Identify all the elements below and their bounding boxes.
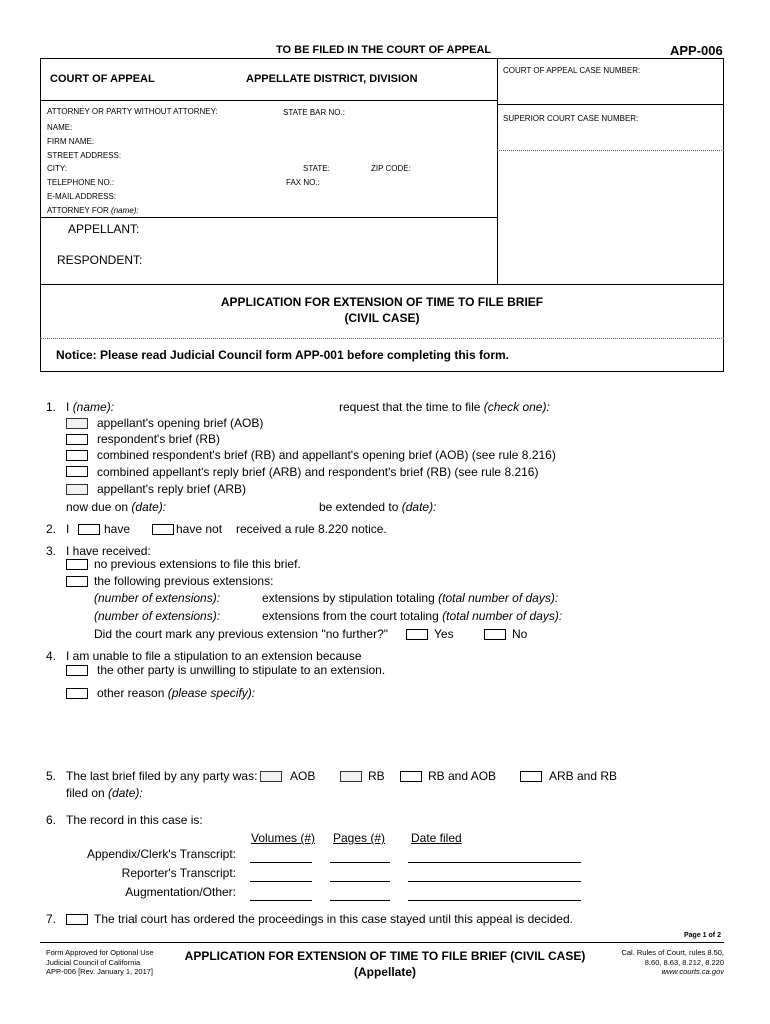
last-rb-label: RB: [368, 769, 385, 783]
last-aob-label: AOB: [290, 769, 316, 783]
checkbox-have[interactable]: [78, 524, 100, 535]
have-label: have: [104, 522, 131, 536]
no-label: No: [512, 627, 528, 641]
notice: Notice: Please read Judicial Council form APP-001 before completing this form.: [56, 348, 509, 362]
checkbox-yes[interactable]: [406, 629, 428, 640]
checkbox-last-arb-rb[interactable]: [520, 771, 542, 782]
stayed-label: The trial court has ordered the proceedings in this case stayed until this appeal is decided.: [94, 912, 573, 926]
appellant-label: APPELLANT:: [68, 222, 140, 236]
received-notice: received a rule 8.220 notice.: [236, 522, 387, 536]
date-blank-1[interactable]: [408, 862, 581, 863]
col-volumes: Volumes (#): [251, 831, 316, 845]
checkbox-unwilling[interactable]: [66, 665, 88, 676]
pages-blank-3[interactable]: [330, 900, 390, 901]
unwilling-label: the other party is unwilling to stipulate to an extension.: [97, 663, 386, 677]
item-1-request: request that the time to file (check one):: [339, 400, 550, 414]
name-label: NAME:: [47, 123, 73, 132]
option-arb: appellant's reply brief (ARB): [97, 482, 247, 496]
checkbox-have-not[interactable]: [152, 524, 174, 535]
item-3-number: 3.: [46, 544, 57, 558]
firm-label: FIRM NAME:: [47, 137, 95, 146]
page-number: Page 1 of 2: [684, 932, 721, 939]
yes-label: Yes: [434, 627, 454, 641]
rules-block: Cal. Rules of Court, rules 8.50, 8.60, 8.63, 8.212, 8.220 www.courts.ca.gov: [621, 948, 724, 976]
case-number-label: COURT OF APPEAL CASE NUMBER:: [503, 66, 641, 75]
checkbox-rb-aob[interactable]: [66, 450, 88, 461]
checkbox-no-previous[interactable]: [66, 559, 88, 570]
vol-blank-1[interactable]: [250, 862, 312, 863]
checkbox-no[interactable]: [484, 629, 506, 640]
approval-block: Form Approved for Optional Use Judicial Council of California APP-006 [Rev. January 1, 2017]: [46, 948, 154, 976]
extended-label: be extended to (date):: [319, 500, 437, 514]
email-label: E-MAIL ADDRESS:: [47, 192, 117, 201]
fax-label: FAX NO.:: [286, 178, 320, 187]
city-label: CITY:: [47, 164, 68, 173]
last-rb-aob-label: RB and AOB: [428, 769, 497, 783]
have-received: I have received:: [66, 544, 151, 558]
no-previous-label: no previous extensions to file this brief.: [94, 557, 301, 571]
superior-case-label: SUPERIOR COURT CASE NUMBER:: [503, 114, 639, 123]
option-rb: respondent's brief (RB): [97, 432, 221, 446]
attorney-for-label: ATTORNEY FOR (name):: [47, 206, 139, 215]
court-label: COURT OF APPEAL: [50, 73, 155, 85]
item-4-number: 4.: [46, 649, 57, 663]
option-aob: appellant's opening brief (AOB): [97, 416, 264, 430]
pages-blank-2[interactable]: [330, 881, 390, 882]
zip-label: ZIP CODE:: [371, 164, 411, 173]
telephone-label: TELEPHONE NO.:: [47, 178, 115, 187]
checkbox-rb[interactable]: [66, 434, 88, 445]
item-1-number: 1.: [46, 400, 57, 414]
checkbox-other-reason[interactable]: [66, 688, 88, 699]
stip-label: extensions by stipulation totaling (total number of days):: [262, 591, 559, 605]
other-reason-label: other reason (please specify):: [97, 686, 256, 700]
item-2-i: I: [66, 522, 70, 536]
respondent-label: RESPONDENT:: [57, 253, 143, 267]
date-blank-2[interactable]: [408, 881, 581, 882]
pages-blank-1[interactable]: [330, 862, 390, 863]
item-7-number: 7.: [46, 912, 57, 926]
filed-on-label: filed on (date):: [66, 786, 143, 800]
num-ext-1: (number of extensions):: [94, 591, 221, 605]
option-rb-aob: combined respondent's brief (RB) and appellant's opening brief (AOB) (see rule 8.216): [97, 448, 556, 462]
have-not-label: have not: [176, 522, 223, 536]
item-2-number: 2.: [46, 522, 57, 536]
item-6-number: 6.: [46, 813, 57, 827]
filing-notice: TO BE FILED IN THE COURT OF APPEAL: [276, 44, 492, 56]
street-label: STREET ADDRESS:: [47, 151, 122, 160]
attorney-title: ATTORNEY OR PARTY WITHOUT ATTORNEY:: [47, 107, 218, 116]
checkbox-arb-rb[interactable]: [66, 466, 88, 477]
col-date: Date filed: [411, 831, 462, 845]
item-1-name-label: I (name):: [66, 400, 115, 414]
last-brief-label: The last brief filed by any party was:: [66, 769, 258, 783]
checkbox-last-rb-aob[interactable]: [400, 771, 422, 782]
checkbox-stayed[interactable]: [66, 914, 88, 925]
district-label: APPELLATE DISTRICT, DIVISION: [246, 73, 418, 85]
num-ext-2: (number of extensions):: [94, 609, 221, 623]
record-label: The record in this case is:: [66, 813, 203, 827]
now-due-label: now due on (date):: [66, 500, 167, 514]
row-reporter: Reporter's Transcript:: [121, 866, 236, 880]
court-ext-label: extensions from the court totaling (total number of days):: [262, 609, 563, 623]
unable-label: I am unable to file a stipulation to an extension because: [66, 649, 362, 663]
checkbox-aob[interactable]: [66, 418, 88, 429]
no-further-question: Did the court mark any previous extension "no further?": [94, 627, 388, 641]
item-5-number: 5.: [46, 769, 57, 783]
form-number: APP-006: [670, 43, 723, 58]
form-title: APPLICATION FOR EXTENSION OF TIME TO FILE BRIEF (CIVIL CASE): [220, 295, 544, 325]
last-arb-rb-label: ARB and RB: [549, 769, 618, 783]
vol-blank-3[interactable]: [250, 900, 312, 901]
vol-blank-2[interactable]: [250, 881, 312, 882]
checkbox-following[interactable]: [66, 576, 88, 587]
checkbox-last-rb[interactable]: [340, 771, 362, 782]
state-label: STATE:: [303, 164, 330, 173]
checkbox-last-aob[interactable]: [260, 771, 282, 782]
state-bar-label: STATE BAR NO.:: [283, 108, 345, 117]
following-label: the following previous extensions:: [94, 574, 274, 588]
row-augmentation: Augmentation/Other:: [125, 885, 236, 899]
row-appendix: Appendix/Clerk's Transcript:: [86, 847, 236, 861]
checkbox-arb[interactable]: [66, 484, 88, 495]
col-pages: Pages (#): [333, 831, 386, 845]
option-arb-rb: combined appellant's reply brief (ARB) and respondent's brief (RB) (see rule 8.216): [97, 465, 539, 479]
footer-title: APPLICATION FOR EXTENSION OF TIME TO FILE BRIEF (CIVIL CASE) (Appellate): [184, 949, 586, 979]
date-blank-3[interactable]: [408, 900, 581, 901]
